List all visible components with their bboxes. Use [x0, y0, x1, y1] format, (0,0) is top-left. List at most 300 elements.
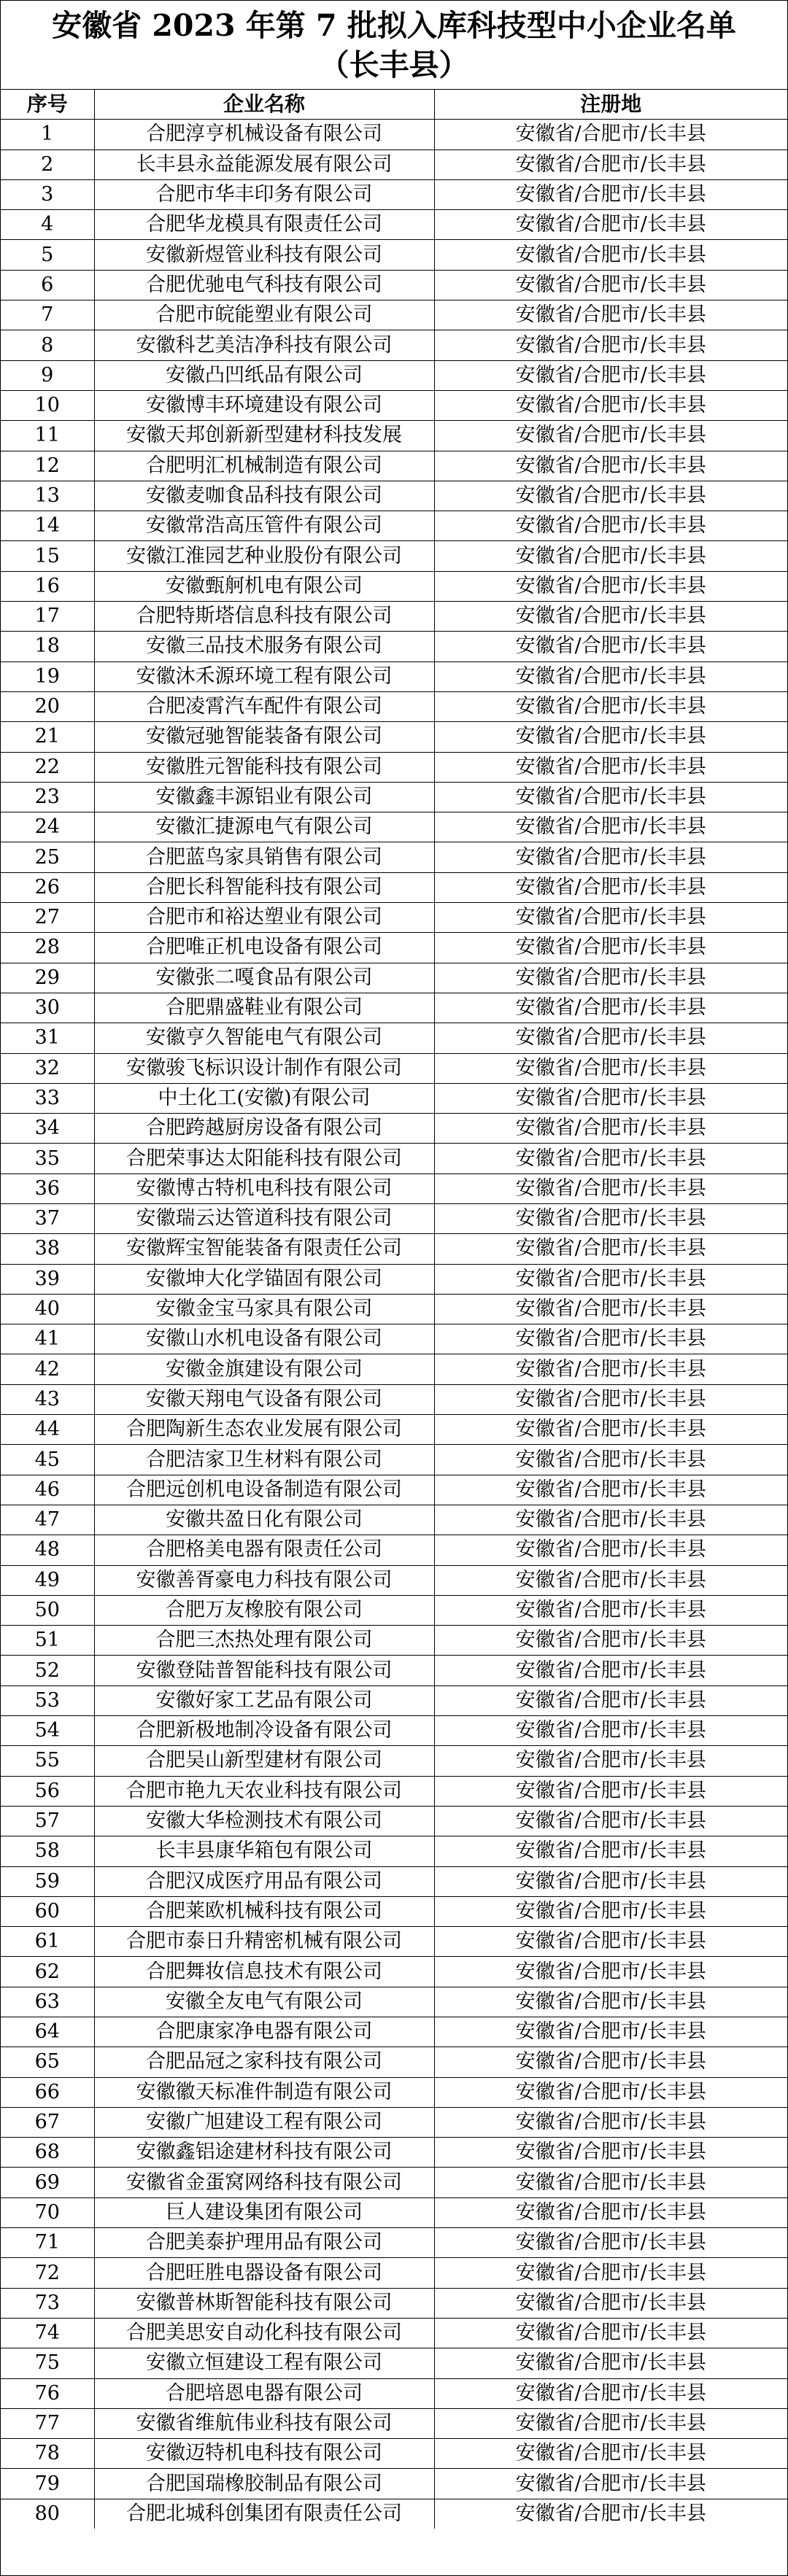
cell-seq: 31 [1, 1023, 94, 1053]
header-seq: 序号 [1, 90, 94, 120]
table-row [1, 2017, 787, 2047]
cell-registration: 安徽省/合肥市/长丰县 [434, 2017, 787, 2047]
cell-registration: 安徽省/合肥市/长丰县 [434, 662, 787, 691]
cell-company-name: 安徽普林斯智能科技有限公司 [94, 2288, 434, 2318]
cell-seq: 63 [1, 1987, 94, 2017]
cell-company-name: 安徽瑞云达管道科技有限公司 [94, 1203, 434, 1233]
cell-seq: 2 [1, 150, 94, 179]
table-row [1, 1806, 787, 1836]
cell-seq: 16 [1, 571, 94, 601]
cell-registration: 安徽省/合肥市/长丰县 [434, 1746, 787, 1776]
cell-registration: 安徽省/合肥市/长丰县 [434, 632, 787, 662]
table-row [1, 150, 787, 179]
document-subtitle: （长丰县） [319, 47, 469, 82]
table-row [1, 2168, 787, 2197]
cell-registration: 安徽省/合肥市/长丰县 [434, 2047, 787, 2077]
header-reg: 注册地 [434, 90, 787, 120]
cell-registration: 安徽省/合肥市/长丰县 [434, 210, 787, 240]
cell-registration: 安徽省/合肥市/长丰县 [434, 2168, 787, 2197]
cell-company-name: 安徽科艺美洁净科技有限公司 [94, 330, 434, 360]
cell-registration: 安徽省/合肥市/长丰县 [434, 1324, 787, 1354]
cell-registration: 安徽省/合肥市/长丰县 [434, 1957, 787, 1987]
cell-company-name: 安徽全友电气有限公司 [94, 1987, 434, 2017]
cell-seq: 46 [1, 1475, 94, 1505]
cell-company-name: 合肥鼎盛鞋业有限公司 [94, 993, 434, 1023]
cell-company-name: 合肥万友橡胶有限公司 [94, 1595, 434, 1625]
cell-company-name: 合肥市艳九天农业科技有限公司 [94, 1776, 434, 1806]
cell-registration: 安徽省/合肥市/长丰县 [434, 481, 787, 511]
cell-company-name: 合肥美泰护理用品有限公司 [94, 2228, 434, 2258]
cell-registration: 安徽省/合肥市/长丰县 [434, 1866, 787, 1896]
table-row [1, 722, 787, 752]
table-row [1, 1354, 787, 1384]
cell-seq: 74 [1, 2318, 94, 2348]
cell-company-name: 长丰县康华箱包有限公司 [94, 1836, 434, 1866]
cell-seq: 79 [1, 2469, 94, 2499]
cell-seq: 6 [1, 270, 94, 300]
cell-seq: 71 [1, 2228, 94, 2258]
cell-company-name: 安徽徽天标准件制造有限公司 [94, 2077, 434, 2107]
table-row [1, 451, 787, 481]
cell-company-name: 中土化工(安徽)有限公司 [94, 1083, 434, 1113]
cell-registration: 安徽省/合肥市/长丰县 [434, 300, 787, 330]
cell-registration: 安徽省/合肥市/长丰县 [434, 993, 787, 1023]
cell-registration: 安徽省/合肥市/长丰县 [434, 1475, 787, 1505]
cell-seq: 70 [1, 2197, 94, 2227]
cell-registration: 安徽省/合肥市/长丰县 [434, 1535, 787, 1565]
table-row [1, 421, 787, 451]
cell-registration: 安徽省/合肥市/长丰县 [434, 541, 787, 571]
cell-company-name: 合肥市和裕达塑业有限公司 [94, 903, 434, 933]
table-row [1, 1626, 787, 1656]
cell-seq: 35 [1, 1144, 94, 1173]
cell-seq: 9 [1, 360, 94, 390]
table-row [1, 1656, 787, 1685]
cell-seq: 61 [1, 1927, 94, 1957]
table-row [1, 1445, 787, 1475]
cell-company-name: 安徽新煜管业科技有限公司 [94, 240, 434, 270]
cell-registration: 安徽省/合肥市/长丰县 [434, 1716, 787, 1746]
cell-seq: 56 [1, 1776, 94, 1806]
cell-registration: 安徽省/合肥市/长丰县 [434, 511, 787, 541]
cell-seq: 11 [1, 421, 94, 451]
cell-seq: 77 [1, 2408, 94, 2438]
cell-company-name: 安徽麦咖食品科技有限公司 [94, 481, 434, 511]
cell-registration: 安徽省/合肥市/长丰县 [434, 1144, 787, 1173]
cell-company-name: 安徽金旗建设有限公司 [94, 1354, 434, 1384]
cell-company-name: 合肥国瑞橡胶制品有限公司 [94, 2469, 434, 2499]
cell-company-name: 安徽大华检测技术有限公司 [94, 1806, 434, 1836]
cell-registration: 安徽省/合肥市/长丰县 [434, 2378, 787, 2408]
table-row [1, 481, 787, 511]
cell-registration: 安徽省/合肥市/长丰县 [434, 1203, 787, 1233]
cell-registration: 安徽省/合肥市/长丰县 [434, 1927, 787, 1957]
cell-company-name: 合肥市皖能塑业有限公司 [94, 300, 434, 330]
table-row [1, 963, 787, 993]
cell-registration: 安徽省/合肥市/长丰县 [434, 872, 787, 902]
cell-seq: 27 [1, 903, 94, 933]
cell-seq: 72 [1, 2258, 94, 2288]
cell-seq: 30 [1, 993, 94, 1023]
cell-registration: 安徽省/合肥市/长丰县 [434, 2258, 787, 2288]
cell-seq: 65 [1, 2047, 94, 2077]
company-table [1, 90, 787, 2529]
cell-seq: 25 [1, 842, 94, 872]
cell-seq: 1 [1, 120, 94, 150]
table-row [1, 602, 787, 632]
cell-company-name: 合肥莱欧机械科技有限公司 [94, 1896, 434, 1926]
table-row [1, 2408, 787, 2438]
cell-company-name: 安徽坤大化学锚固有限公司 [94, 1264, 434, 1294]
title-block [1, 1, 787, 90]
cell-company-name: 安徽省金蛋窝网络科技有限公司 [94, 2168, 434, 2197]
cell-registration: 安徽省/合肥市/长丰县 [434, 2077, 787, 2107]
cell-seq: 13 [1, 481, 94, 511]
table-row [1, 2107, 787, 2137]
cell-company-name: 合肥市泰日升精密机械有限公司 [94, 1927, 434, 1957]
cell-company-name: 安徽常浩高压管件有限公司 [94, 511, 434, 541]
table-row [1, 1866, 787, 1896]
cell-registration: 安徽省/合肥市/长丰县 [434, 1595, 787, 1625]
cell-seq: 3 [1, 179, 94, 209]
cell-registration: 安徽省/合肥市/长丰县 [434, 390, 787, 420]
cell-company-name: 合肥长科智能科技有限公司 [94, 872, 434, 902]
cell-seq: 17 [1, 602, 94, 632]
table-row [1, 1114, 787, 1144]
table-row [1, 903, 787, 933]
cell-company-name: 安徽甄舸机电有限公司 [94, 571, 434, 601]
table-row [1, 812, 787, 842]
cell-company-name: 合肥舞妆信息技术有限公司 [94, 1957, 434, 1987]
cell-registration: 安徽省/合肥市/长丰县 [434, 1023, 787, 1053]
table-row [1, 1294, 787, 1324]
table-row [1, 2197, 787, 2227]
cell-company-name: 合肥旺胜电器设备有限公司 [94, 2258, 434, 2288]
cell-seq: 75 [1, 2348, 94, 2378]
cell-seq: 78 [1, 2439, 94, 2469]
cell-company-name: 安徽胜元智能科技有限公司 [94, 752, 434, 782]
cell-company-name: 合肥吴山新型建材有限公司 [94, 1746, 434, 1776]
table-row [1, 842, 787, 872]
cell-registration: 安徽省/合肥市/长丰县 [434, 1987, 787, 2017]
cell-company-name: 安徽汇捷源电气有限公司 [94, 812, 434, 842]
table-row [1, 1535, 787, 1565]
cell-company-name: 安徽张二嘎食品有限公司 [94, 963, 434, 993]
table-row [1, 1716, 787, 1746]
cell-registration: 安徽省/合肥市/长丰县 [434, 933, 787, 963]
cell-company-name: 安徽骏飞标识设计制作有限公司 [94, 1053, 434, 1083]
cell-registration: 安徽省/合肥市/长丰县 [434, 1626, 787, 1656]
cell-seq: 52 [1, 1656, 94, 1685]
cell-registration: 安徽省/合肥市/长丰县 [434, 2469, 787, 2499]
cell-seq: 50 [1, 1595, 94, 1625]
table-row [1, 2288, 787, 2318]
cell-company-name: 合肥远创机电设备制造有限公司 [94, 1475, 434, 1505]
cell-seq: 45 [1, 1445, 94, 1475]
cell-company-name: 安徽登陆普智能科技有限公司 [94, 1656, 434, 1685]
cell-company-name: 安徽广旭建设工程有限公司 [94, 2107, 434, 2137]
cell-registration: 安徽省/合肥市/长丰县 [434, 270, 787, 300]
table-row [1, 360, 787, 390]
cell-seq: 44 [1, 1415, 94, 1445]
cell-registration: 安徽省/合肥市/长丰县 [434, 179, 787, 209]
cell-registration: 安徽省/合肥市/长丰县 [434, 2499, 787, 2529]
cell-seq: 20 [1, 691, 94, 721]
cell-company-name: 安徽天邦创新新型建材科技发展 [94, 421, 434, 451]
cell-company-name: 安徽立恒建设工程有限公司 [94, 2348, 434, 2378]
table-header-row [1, 90, 787, 120]
cell-registration: 安徽省/合肥市/长丰县 [434, 2439, 787, 2469]
table-row [1, 1836, 787, 1866]
cell-seq: 26 [1, 872, 94, 902]
table-row [1, 2258, 787, 2288]
cell-company-name: 安徽亨久智能电气有限公司 [94, 1023, 434, 1053]
cell-registration: 安徽省/合肥市/长丰县 [434, 421, 787, 451]
cell-company-name: 安徽沐禾源环境工程有限公司 [94, 662, 434, 691]
cell-registration: 安徽省/合肥市/长丰县 [434, 782, 787, 812]
cell-company-name: 合肥凌霄汽车配件有限公司 [94, 691, 434, 721]
cell-registration: 安徽省/合肥市/长丰县 [434, 2138, 787, 2168]
cell-registration: 安徽省/合肥市/长丰县 [434, 571, 787, 601]
cell-registration: 安徽省/合肥市/长丰县 [434, 1776, 787, 1806]
cell-registration: 安徽省/合肥市/长丰县 [434, 1234, 787, 1264]
cell-registration: 安徽省/合肥市/长丰县 [434, 451, 787, 481]
cell-seq: 49 [1, 1565, 94, 1595]
cell-registration: 安徽省/合肥市/长丰县 [434, 1505, 787, 1535]
cell-registration: 安徽省/合肥市/长丰县 [434, 1294, 787, 1324]
cell-registration: 安徽省/合肥市/长丰县 [434, 1415, 787, 1445]
cell-registration: 安徽省/合肥市/长丰县 [434, 2288, 787, 2318]
table-row [1, 1324, 787, 1354]
cell-company-name: 安徽共盈日化有限公司 [94, 1505, 434, 1535]
table-row [1, 782, 787, 812]
table-row [1, 2318, 787, 2348]
table-row [1, 571, 787, 601]
cell-registration: 安徽省/合肥市/长丰县 [434, 602, 787, 632]
cell-registration: 安徽省/合肥市/长丰县 [434, 963, 787, 993]
cell-seq: 22 [1, 752, 94, 782]
cell-company-name: 合肥培恩电器有限公司 [94, 2378, 434, 2408]
cell-company-name: 合肥美思安自动化科技有限公司 [94, 2318, 434, 2348]
cell-company-name: 合肥陶新生态农业发展有限公司 [94, 1415, 434, 1445]
cell-seq: 15 [1, 541, 94, 571]
cell-seq: 62 [1, 1957, 94, 1987]
table-row [1, 270, 787, 300]
table-row [1, 872, 787, 902]
cell-registration: 安徽省/合肥市/长丰县 [434, 2107, 787, 2137]
cell-registration: 安徽省/合肥市/长丰县 [434, 1264, 787, 1294]
cell-seq: 68 [1, 2138, 94, 2168]
cell-company-name: 合肥荣事达太阳能科技有限公司 [94, 1144, 434, 1173]
cell-seq: 29 [1, 963, 94, 993]
cell-seq: 57 [1, 1806, 94, 1836]
cell-company-name: 安徽三品技术服务有限公司 [94, 632, 434, 662]
table-row [1, 1505, 787, 1535]
table-row [1, 1987, 787, 2017]
cell-company-name: 安徽好家工艺品有限公司 [94, 1685, 434, 1715]
table-row [1, 1083, 787, 1113]
cell-seq: 55 [1, 1746, 94, 1776]
cell-company-name: 合肥三杰热处理有限公司 [94, 1626, 434, 1656]
cell-seq: 64 [1, 2017, 94, 2047]
table-body [1, 120, 787, 2529]
table-row [1, 2228, 787, 2258]
cell-seq: 12 [1, 451, 94, 481]
cell-company-name: 安徽博古特机电科技有限公司 [94, 1173, 434, 1203]
table-row [1, 2469, 787, 2499]
cell-registration: 安徽省/合肥市/长丰县 [434, 1384, 787, 1414]
cell-company-name: 安徽金宝马家具有限公司 [94, 1294, 434, 1324]
cell-seq: 4 [1, 210, 94, 240]
cell-company-name: 合肥优驰电气科技有限公司 [94, 270, 434, 300]
cell-registration: 安徽省/合肥市/长丰县 [434, 691, 787, 721]
document-title: 安徽省 2023 年第 7 批拟入库科技型中小企业名单 [52, 7, 736, 43]
cell-registration: 安徽省/合肥市/长丰县 [434, 722, 787, 752]
cell-registration: 安徽省/合肥市/长丰县 [434, 240, 787, 270]
table-row [1, 300, 787, 330]
cell-company-name: 安徽山水机电设备有限公司 [94, 1324, 434, 1354]
cell-company-name: 合肥跨越厨房设备有限公司 [94, 1114, 434, 1144]
table-row [1, 1053, 787, 1083]
cell-seq: 47 [1, 1505, 94, 1535]
table-row [1, 2077, 787, 2107]
cell-seq: 53 [1, 1685, 94, 1715]
table-row [1, 541, 787, 571]
cell-company-name: 安徽迈特机电科技有限公司 [94, 2439, 434, 2469]
table-row [1, 1565, 787, 1595]
cell-registration: 安徽省/合肥市/长丰县 [434, 903, 787, 933]
table-row [1, 1234, 787, 1264]
table-row [1, 1173, 787, 1203]
table-row [1, 179, 787, 209]
table-row [1, 632, 787, 662]
cell-seq: 28 [1, 933, 94, 963]
cell-seq: 19 [1, 662, 94, 691]
cell-company-name: 安徽辉宝智能装备有限责任公司 [94, 1234, 434, 1264]
cell-registration: 安徽省/合肥市/长丰县 [434, 150, 787, 179]
cell-company-name: 长丰县永益能源发展有限公司 [94, 150, 434, 179]
cell-company-name: 合肥康家净电器有限公司 [94, 2017, 434, 2047]
cell-registration: 安徽省/合肥市/长丰县 [434, 120, 787, 150]
cell-registration: 安徽省/合肥市/长丰县 [434, 1896, 787, 1926]
cell-registration: 安徽省/合肥市/长丰县 [434, 752, 787, 782]
cell-seq: 24 [1, 812, 94, 842]
table-row [1, 330, 787, 360]
cell-company-name: 巨人建设集团有限公司 [94, 2197, 434, 2227]
cell-company-name: 合肥明汇机械制造有限公司 [94, 451, 434, 481]
cell-registration: 安徽省/合肥市/长丰县 [434, 1685, 787, 1715]
cell-seq: 7 [1, 300, 94, 330]
cell-seq: 40 [1, 1294, 94, 1324]
cell-company-name: 安徽天翔电气设备有限公司 [94, 1384, 434, 1414]
cell-company-name: 合肥新极地制冷设备有限公司 [94, 1716, 434, 1746]
cell-seq: 76 [1, 2378, 94, 2408]
cell-company-name: 合肥汉成医疗用品有限公司 [94, 1866, 434, 1896]
cell-seq: 14 [1, 511, 94, 541]
table-row [1, 1384, 787, 1414]
cell-seq: 80 [1, 2499, 94, 2529]
cell-company-name: 安徽省维航伟业科技有限公司 [94, 2408, 434, 2438]
cell-registration: 安徽省/合肥市/长丰县 [434, 1445, 787, 1475]
cell-registration: 安徽省/合肥市/长丰县 [434, 2197, 787, 2227]
table-row [1, 2378, 787, 2408]
cell-company-name: 安徽鑫铝途建材科技有限公司 [94, 2138, 434, 2168]
cell-registration: 安徽省/合肥市/长丰县 [434, 1806, 787, 1836]
cell-seq: 59 [1, 1866, 94, 1896]
cell-registration: 安徽省/合肥市/长丰县 [434, 1053, 787, 1083]
cell-seq: 34 [1, 1114, 94, 1144]
cell-company-name: 安徽凸凹纸品有限公司 [94, 360, 434, 390]
cell-registration: 安徽省/合肥市/长丰县 [434, 1565, 787, 1595]
table-row [1, 1475, 787, 1505]
table-row [1, 1927, 787, 1957]
cell-seq: 67 [1, 2107, 94, 2137]
table-row [1, 993, 787, 1023]
table-row [1, 120, 787, 150]
cell-seq: 8 [1, 330, 94, 360]
cell-registration: 安徽省/合肥市/长丰县 [434, 1173, 787, 1203]
table-row [1, 1415, 787, 1445]
cell-seq: 5 [1, 240, 94, 270]
cell-company-name: 安徽江淮园艺种业股份有限公司 [94, 541, 434, 571]
cell-seq: 54 [1, 1716, 94, 1746]
cell-registration: 安徽省/合肥市/长丰县 [434, 2408, 787, 2438]
table-row [1, 1957, 787, 1987]
cell-seq: 23 [1, 782, 94, 812]
cell-seq: 37 [1, 1203, 94, 1233]
cell-company-name: 合肥淳亨机械设备有限公司 [94, 120, 434, 150]
cell-company-name: 安徽博丰环境建设有限公司 [94, 390, 434, 420]
table-row [1, 2138, 787, 2168]
cell-company-name: 安徽善胥豪电力科技有限公司 [94, 1565, 434, 1595]
table-row [1, 1595, 787, 1625]
table-row [1, 1685, 787, 1715]
cell-company-name: 合肥北城科创集团有限责任公司 [94, 2499, 434, 2529]
cell-company-name: 合肥华龙模具有限责任公司 [94, 210, 434, 240]
cell-registration: 安徽省/合肥市/长丰县 [434, 1836, 787, 1866]
cell-registration: 安徽省/合肥市/长丰县 [434, 1114, 787, 1144]
cell-registration: 安徽省/合肥市/长丰县 [434, 1656, 787, 1685]
table-row [1, 390, 787, 420]
cell-seq: 10 [1, 390, 94, 420]
cell-company-name: 合肥格美电器有限责任公司 [94, 1535, 434, 1565]
cell-seq: 41 [1, 1324, 94, 1354]
cell-company-name: 安徽鑫丰源铝业有限公司 [94, 782, 434, 812]
table-row [1, 511, 787, 541]
cell-seq: 39 [1, 1264, 94, 1294]
table-row [1, 2439, 787, 2469]
table-row [1, 210, 787, 240]
cell-company-name: 合肥唯正机电设备有限公司 [94, 933, 434, 963]
cell-seq: 43 [1, 1384, 94, 1414]
cell-company-name: 安徽冠驰智能装备有限公司 [94, 722, 434, 752]
cell-seq: 42 [1, 1354, 94, 1384]
table-row [1, 2348, 787, 2378]
cell-registration: 安徽省/合肥市/长丰县 [434, 360, 787, 390]
cell-seq: 60 [1, 1896, 94, 1926]
cell-seq: 36 [1, 1173, 94, 1203]
table-row [1, 1746, 787, 1776]
table-row [1, 1144, 787, 1173]
cell-company-name: 合肥蓝鸟家具销售有限公司 [94, 842, 434, 872]
cell-company-name: 合肥品冠之家科技有限公司 [94, 2047, 434, 2077]
cell-company-name: 合肥洁家卫生材料有限公司 [94, 1445, 434, 1475]
table-row [1, 1896, 787, 1926]
table-row [1, 2499, 787, 2529]
cell-seq: 33 [1, 1083, 94, 1113]
cell-seq: 18 [1, 632, 94, 662]
cell-seq: 32 [1, 1053, 94, 1083]
